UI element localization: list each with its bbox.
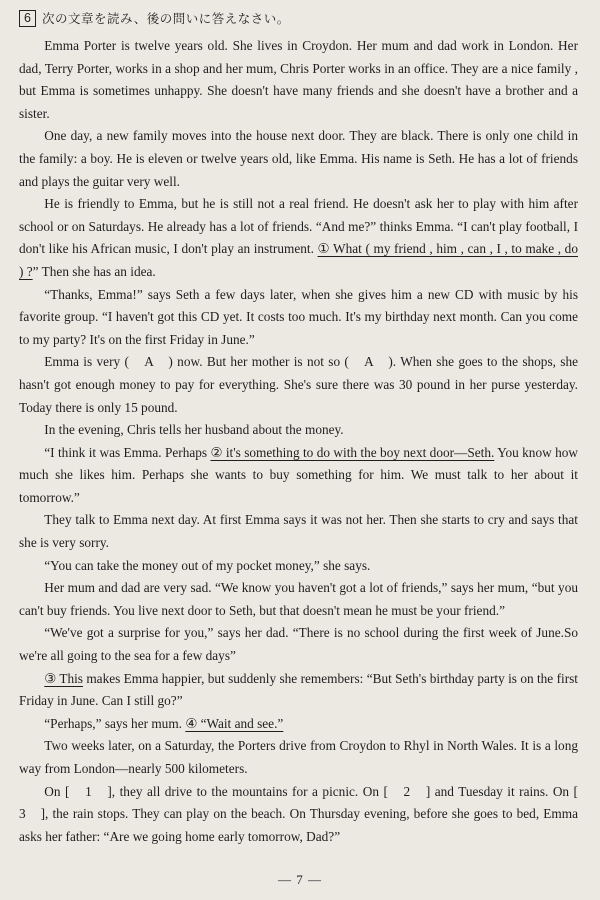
passage-text: “I think it was Emma. Perhaps (44, 444, 211, 460)
passage-text: You know how much she likes him. Perhaps she wants to buy something for him. We must talk to her about it tomorrow.” (19, 444, 578, 505)
instruction-text: 次の文章を読み、後の問いに答えなさい。 (42, 11, 290, 26)
passage-text: One day, a new family moves into the house next door. They are black. There is only one child in the family: a boy. He is eleven or twelve years old, like Emma. His name is Seth. He has a lot of friends and plays the guitar very well. (19, 128, 578, 189)
passage-paragraph (19, 351, 578, 419)
passage-paragraph (19, 125, 578, 193)
passage-text: “Thanks, Emma!” says Seth a few days later, when she gives him a new CD with music by his favorite group. “I haven't got this CD yet. It costs too much. It's my birthday next month. Can you come to my party? It's on the first Friday in June.” (19, 286, 578, 347)
reading-passage (19, 35, 592, 848)
passage-paragraph (19, 442, 578, 510)
passage-text: He is friendly to Emma, but he is still not a real friend. He doesn't ask her to play with him after school or on Saturdays. He already has a lot of friends. “And me?” thinks Emma. “I can't play football, I don't like his African music, I don't play an instrument. (19, 196, 578, 257)
passage-text: “Perhaps,” says her mum. (44, 715, 186, 731)
passage-text: In the evening, Chris tells her husband about the money. (44, 422, 344, 438)
passage-text: “We've got a surprise for you,” says her dad. “There is no school during the first week of June.So we're all going to the sea for a few days” (19, 625, 578, 664)
passage-text: Her mum and dad are very sad. “We know you haven't got a lot of friends,” says her mum, “but you can't buy friends. You live next door to Seth, but that doesn't mean he must be your friend.” (19, 580, 578, 618)
underlined-phrase: ② it's something to do with the boy next door—Seth. (210, 444, 495, 460)
passage-paragraph (19, 555, 578, 578)
underlined-phrase: ① What ( my friend , him , can , I , to make , do ) ? (19, 241, 578, 279)
passage-text: Two weeks later, on a Saturday, the Porters drive from Croydon to Rhyl in North Wales. It is a long way from London—nearly 500 kilometers. (19, 738, 578, 776)
question-number-box: 6 (19, 10, 36, 27)
passage-paragraph (19, 713, 578, 736)
page-number: — 7 — (278, 872, 322, 887)
passage-text: On [ 1 ], they all drive to the mountains for a picnic. On [ 2 ] and Tuesday it rains. On [ 3 ], the rain stops. They can play on the beach. On Thursday evening, before she goes to bed, Emma asks her father: “Are we going home early tomorrow, Dad?” (19, 783, 592, 844)
passage-paragraph (19, 622, 578, 667)
passage-paragraph (19, 193, 578, 283)
passage-paragraph (19, 35, 578, 125)
passage-paragraph (19, 577, 578, 622)
passage-text: Emma Porter is twelve years old. She lives in Croydon. Her mum and dad work in London. Her dad, Terry Porter, works in a shop and her mum, Chris Porter works in an office. They are a nice family , but Emma is sometimes unhappy. She doesn't have many friends and she doesn't have a brother and a sister. (19, 38, 578, 121)
passage-paragraph (19, 735, 578, 780)
question-header (19, 8, 290, 28)
passage-text: They talk to Emma next day. At first Emma says it was not her. Then she starts to cry and says that she is very sorry. (19, 512, 578, 551)
underlined-phrase: ③ This (44, 670, 83, 686)
passage-text: makes Emma happier, but suddenly she remembers: “But Seth's birthday party is on the first Friday in June. Can I still go?” (19, 670, 578, 709)
underlined-phrase: ④ “Wait and see.” (185, 715, 284, 731)
passage-paragraph (19, 284, 578, 352)
passage-paragraph (19, 509, 578, 554)
passage-paragraph (19, 668, 578, 713)
passage-paragraph (19, 781, 592, 849)
passage-text: “You can take the money out of my pocket money,” she says. (44, 557, 371, 573)
passage-text: ” Then she has an idea. (32, 263, 156, 279)
passage-paragraph (19, 419, 578, 442)
passage-text: Emma is very ( A ) now. But her mother is not so ( A ). When she goes to the shops, she hasn't got enough money to pay for everything. She's sure there was 30 pound in her purse yesterday. Today there is only 15 pound. (19, 354, 578, 415)
